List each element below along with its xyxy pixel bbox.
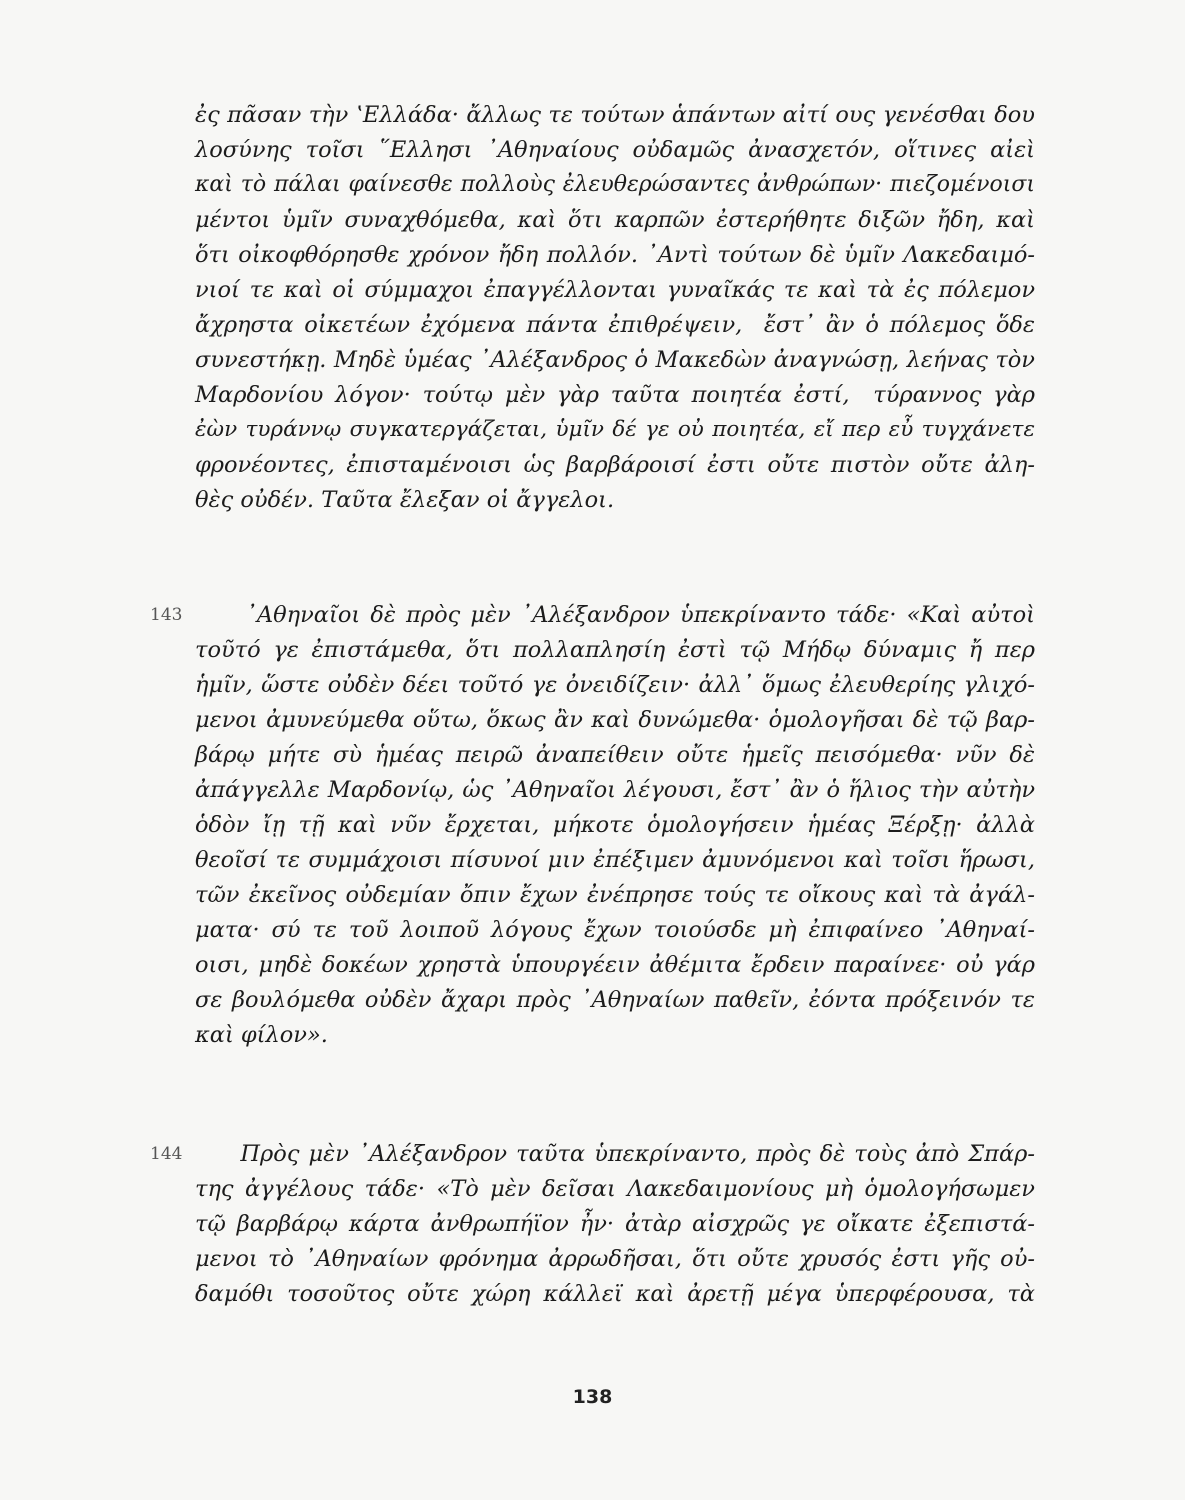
text-line: οισι, μηδὲ δοκέων χρηστὰ ὑπουργέειν ἀθέμιτα ἔρδειν παραίνεε· οὐ γάρ (195, 952, 1035, 978)
text-line: μενοι ἀμυνεύμεθα οὕτω, ὅκως ἂν καὶ δυνώμεθα· ὁμολογῆσαι δὲ τῷ βαρ- (195, 707, 1035, 733)
text-line: ἐὼν τυράννῳ συγκατεργάζεται, ὑμῖν δέ γε οὐ ποιητέα, εἴ περ εὖ τυγχάνετε (195, 417, 1035, 442)
text-line: ᾿Αθηναῖοι δὲ πρὸς μὲν ᾿Αλέξανδρον ὑπεκρίναντο τάδε· «Καὶ αὐτοὶ (195, 602, 1035, 628)
text-line: συνεστήκῃ. Μηδὲ ὑμέας ᾿Αλέξανδρος ὁ Μακεδὼν ἀναγνώσῃ, λεήνας τὸν (195, 347, 1035, 373)
text-line: ἄχρηστα οἰκετέων ἐχόμενα πάντα ἐπιθρέψειν, ἔστ᾽ ἂν ὁ πόλεμος ὅδε (195, 312, 1035, 338)
text-line: μέντοι ὑμῖν συναχθόμεθα, καὶ ὅτι καρπῶν ἐστερήθητε διξῶν ἤδη, καὶ (195, 207, 1035, 233)
text-line: ματα· σύ τε τοῦ λοιποῦ λόγους ἔχων τοιούσδε μὴ ἐπιφαίνεο ᾿Αθηναί- (195, 917, 1035, 943)
text-line: τῶν ἐκεῖνος οὐδεμίαν ὄπιν ἔχων ἐνέπρησε τούς τε οἴκους καὶ τὰ ἀγάλ- (195, 882, 1035, 908)
page-number: 138 (572, 1386, 613, 1408)
text-line: ὅτι οἰκοφθόρησθε χρόνον ἤδη πολλόν. ᾿Αντὶ τούτων δὲ ὑμῖν Λακεδαιμό- (195, 242, 1035, 268)
text-line: ὁδὸν ἴῃ τῇ καὶ νῦν ἔρχεται, μήκοτε ὁμολογήσειν ἡμέας Ξέρξῃ· ἀλλὰ (195, 812, 1035, 838)
text-line: τῷ βαρβάρῳ κάρτα ἀνθρωπήϊον ἦν· ἀτὰρ αἰσχρῶς γε οἴκατε ἐξεπιστά- (195, 1211, 1035, 1237)
text-line: θεοῖσί τε συμμάχοισι πίσυνοί μιν ἐπέξιμεν ἀμυνόμενοι καὶ τοῖσι ἥρωσι, (195, 847, 1035, 873)
text-line: Πρὸς μὲν ᾿Αλέξανδρον ταῦτα ὑπεκρίναντο, πρὸς δὲ τοὺς ἀπὸ Σπάρ- (195, 1141, 1035, 1167)
section-number: 143 (150, 605, 183, 625)
text-line: βάρῳ μήτε σὺ ἡμέας πειρῶ ἀναπείθειν οὔτε ἡμεῖς πεισόμεθα· νῦν δὲ (195, 742, 1035, 768)
text-line: καὶ τὸ πάλαι φαίνεσθε πολλοὺς ἐλευθερώσαντες ἀνθρώπων· πιεζομένοισι (195, 172, 1035, 197)
text-line: θὲς οὐδέν. Ταῦτα ἔλεξαν οἱ ἄγγελοι. (195, 487, 615, 513)
text-line: μενοι τὸ ᾿Αθηναίων φρόνημα ἀρρωδῆσαι, ὅτι οὔτε χρυσός ἐστι γῆς οὐ- (195, 1246, 1035, 1272)
section-number: 144 (150, 1144, 183, 1164)
text-line: τοῦτό γε ἐπιστάμεθα, ὅτι πολλαπλησίη ἐστὶ τῷ Μήδῳ δύναμις ἤ περ (195, 637, 1035, 663)
text-line: ἐς πᾶσαν τὴν ʽΕλλάδα· ἄλλως τε τούτων ἁπάντων αἰτί ους γενέσθαι δου (195, 102, 1035, 128)
text-line: σε βουλόμεθα οὐδὲν ἄχαρι πρὸς ᾿Αθηναίων παθεῖν, ἐόντα πρόξεινόν τε (195, 987, 1035, 1013)
text-line: ἀπάγγελλε Μαρδονίῳ, ὡς ᾿Αθηναῖοι λέγουσι, ἔστ᾽ ἂν ὁ ἥλιος τὴν αὐτὴν (195, 777, 1035, 803)
text-line: καὶ φίλον». (195, 1022, 328, 1048)
text-line: λοσύνης τοῖσι ῞Ελλησι ᾿Αθηναίους οὐδαμῶς ἀνασχετόν, οἵτινες αἰεὶ (195, 137, 1035, 163)
text-line: ἡμῖν, ὥστε οὐδὲν δέει τοῦτό γε ὀνειδίζειν· ἀλλ᾽ ὅμως ἐλευθερίης γλιχό- (195, 672, 1035, 698)
text-line: της ἀγγέλους τάδε· «Τὸ μὲν δεῖσαι Λακεδαιμονίους μὴ ὁμολογήσωμεν (195, 1176, 1035, 1202)
text-line: νιοί τε καὶ οἱ σύμμαχοι ἐπαγγέλλονται γυναῖκάς τε καὶ τὰ ἐς πόλεμον (195, 277, 1035, 303)
text-line: φρονέοντες, ἐπισταμένοισι ὡς βαρβάροισί ἐστι οὔτε πιστὸν οὔτε ἀλη- (195, 452, 1035, 478)
text-line: δαμόθι τοσοῦτος οὔτε χώρη κάλλεϊ καὶ ἀρετῇ μέγα ὑπερφέρουσα, τὰ (195, 1281, 1035, 1307)
text-line: Μαρδονίου λόγον· τούτῳ μὲν γὰρ ταῦτα ποιητέα ἐστί, τύραννος γὰρ (195, 382, 1035, 408)
